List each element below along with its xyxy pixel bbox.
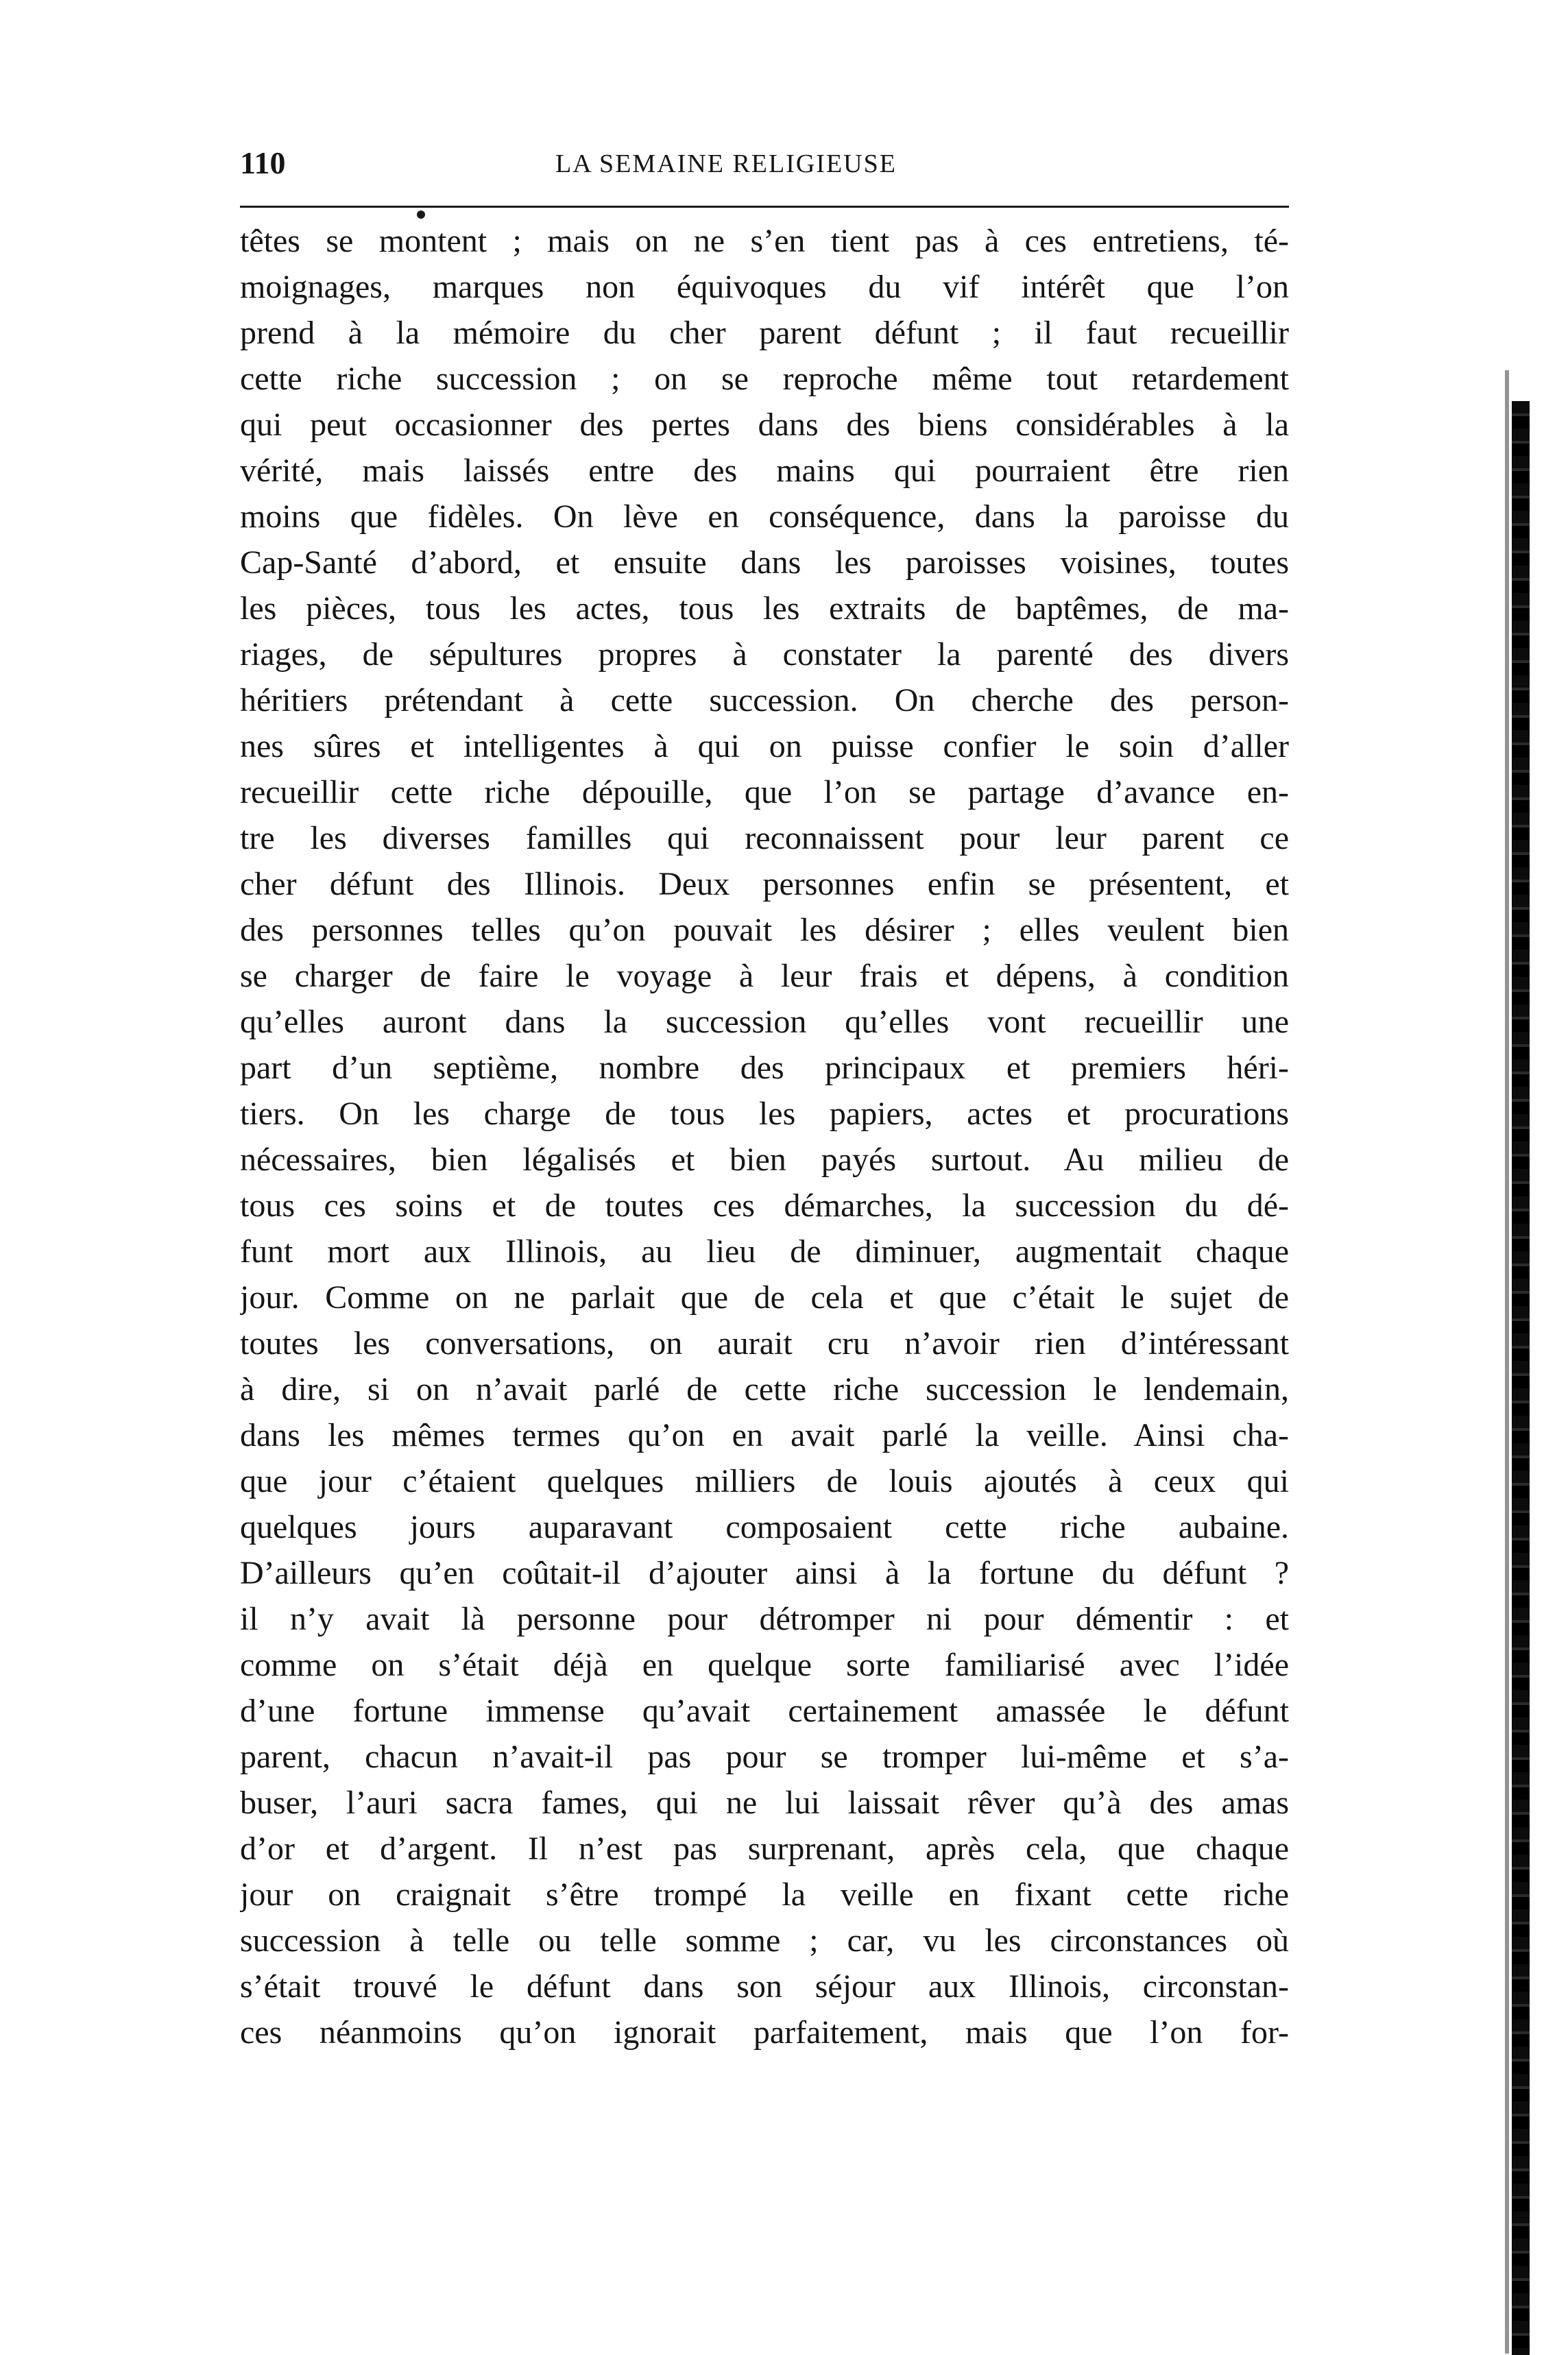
text-line: quelques jours auparavant composaient cette riche aubaine.	[240, 1509, 1289, 1545]
text-line: les pièces, tous les actes, tous les extraits de baptêmes, de ma-	[240, 590, 1289, 627]
text-line: ces néanmoins qu’on ignorait parfaitement, mais que l’on for-	[240, 2014, 1289, 2051]
text-line: dans les mêmes termes qu’on en avait parlé la veille. Ainsi cha-	[240, 1417, 1289, 1453]
header-rule	[240, 206, 1289, 208]
text-line: s’était trouvé le défunt dans son séjour aux Illinois, circonstan-	[240, 1968, 1289, 2005]
text-line: moignages, marques non équivoques du vif intérêt que l’on	[240, 269, 1289, 305]
text-line: tiers. On les charge de tous les papiers, actes et procurations	[240, 1096, 1289, 1132]
text-line: à dire, si on n’avait parlé de cette riche succession le lendemain,	[240, 1371, 1289, 1408]
text-line: qu’elles auront dans la succession qu’elles vont recueillir une	[240, 1004, 1289, 1040]
text-line: tre les diverses familles qui reconnaissent pour leur parent ce	[240, 820, 1289, 856]
text-line: recueillir cette riche dépouille, que l’on se partage d’avance en-	[240, 774, 1289, 810]
text-line: d’or et d’argent. Il n’est pas surprenant, après cela, que chaque	[240, 1831, 1289, 1867]
text-line: prend à la mémoire du cher parent défunt ; il faut recueillir	[240, 315, 1289, 351]
page-number: 110	[240, 145, 286, 180]
text-line: moins que fidèles. On lève en conséquence, dans la paroisse du	[240, 498, 1289, 535]
text-line: qui peut occasionner des pertes dans des biens considérables à la	[240, 407, 1289, 443]
running-title: LA SEMAINE RELIGIEUSE	[555, 149, 897, 178]
text-line: riages, de sépultures propres à constater la parenté des divers	[240, 636, 1289, 673]
text-line: jour on craignait s’être trompé la veille en fixant cette riche	[240, 1876, 1289, 1913]
text-line: funt mort aux Illinois, au lieu de diminuer, augmentait chaque	[240, 1233, 1289, 1270]
text-line: Cap-Santé d’abord, et ensuite dans les paroisses voisines, toutes	[240, 544, 1289, 581]
text-line: il n’y avait là personne pour détromper ni pour démentir : et	[240, 1601, 1289, 1637]
text-line: buser, l’auri sacra fames, qui ne lui laissait rêver qu’à des amas	[240, 1785, 1289, 1821]
text-line: vérité, mais laissés entre des mains qui pourraient être rien	[240, 452, 1289, 489]
text-line: part d’un septième, nombre des principaux et premiers héri-	[240, 1050, 1289, 1086]
text-line: toutes les conversations, on aurait cru n’avoir rien d’intéressant	[240, 1325, 1289, 1362]
text-line: cette riche succession ; on se reproche même tout retardement	[240, 361, 1289, 397]
text-line: tous ces soins et de toutes ces démarches, la succession du dé-	[240, 1187, 1289, 1224]
text-line: parent, chacun n’avait-il pas pour se tromper lui-même et s’a-	[240, 1739, 1289, 1775]
text-line: héritiers prétendant à cette succession. On cherche des person-	[240, 682, 1289, 718]
text-line: des personnes telles qu’on pouvait les désirer ; elles veulent bien	[240, 912, 1289, 948]
page-header	[240, 144, 1289, 185]
text-line: se charger de faire le voyage à leur frais et dépens, à condition	[240, 958, 1289, 994]
text-line: cher défunt des Illinois. Deux personnes enfin se présentent, et	[240, 866, 1289, 902]
text-line: d’une fortune immense qu’avait certainement amassée le défunt	[240, 1693, 1289, 1729]
text-line: têtes se montent ; mais on ne s’en tient pas à ces entretiens, té-	[240, 223, 1289, 259]
text-line: succession à telle ou telle somme ; car, vu les circonstances où	[240, 1922, 1289, 1959]
text-line: D’ailleurs qu’en coûtait-il d’ajouter ainsi à la fortune du défunt ?	[240, 1555, 1289, 1591]
text-line: jour. Comme on ne parlait que de cela et que c’était le sujet de	[240, 1279, 1289, 1316]
text-line: comme on s’était déjà en quelque sorte familiarisé avec l’idée	[240, 1647, 1289, 1683]
text-line: nécessaires, bien légalisés et bien payés surtout. Au milieu de	[240, 1142, 1289, 1178]
scan-edge-shadow	[1505, 370, 1509, 2354]
body-text	[240, 218, 1289, 2055]
text-line: nes sûres et intelligentes à qui on puisse confier le soin d’aller	[240, 728, 1289, 764]
scan-edge	[1512, 401, 1530, 2355]
text-line: que jour c’étaient quelques milliers de louis ajoutés à ceux qui	[240, 1463, 1289, 1499]
